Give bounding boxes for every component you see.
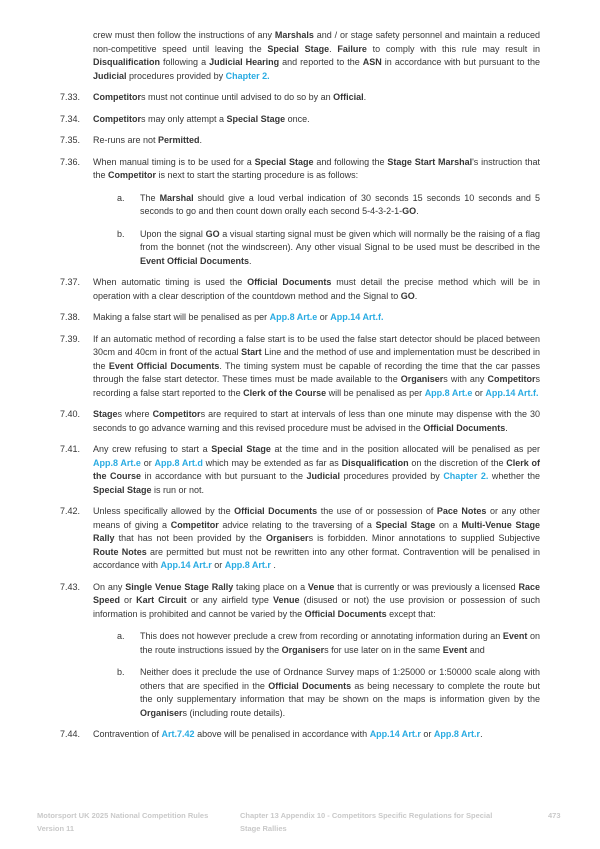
text-run: at the time and in the position allocated will be penalised as per xyxy=(270,444,540,454)
rule-text xyxy=(93,113,540,127)
cross-reference-link[interactable]: App.14 Art.f. xyxy=(485,387,539,398)
text-run: or any airfield type xyxy=(186,595,273,605)
sub-item xyxy=(117,192,540,219)
footer-page-number: 473 xyxy=(548,811,561,820)
bold-term: Special Stage xyxy=(211,444,271,454)
rule-number: 7.43. xyxy=(60,581,81,592)
sub-item xyxy=(117,630,540,657)
text-run: once. xyxy=(285,113,310,124)
text-run: and reported to the xyxy=(279,57,363,67)
bold-term: Kart Circuit xyxy=(136,595,187,605)
text-run: or xyxy=(211,560,225,570)
rule-item xyxy=(60,311,540,325)
text-run: taking place on a xyxy=(233,581,308,592)
rule-item xyxy=(60,29,540,83)
bold-term: Disqualification xyxy=(341,457,409,468)
text-run: on a xyxy=(435,519,462,530)
rule-text xyxy=(93,29,540,83)
sub-item-letter: a. xyxy=(117,192,125,203)
rule-item xyxy=(60,581,540,622)
text-run: The xyxy=(140,192,160,203)
rule-item xyxy=(60,505,540,573)
footer-chapter-line1: Chapter 13 Appendix 10 - Competitors Specific Regulations for Special xyxy=(240,811,493,820)
cross-reference-link[interactable]: App.8 Art.e xyxy=(93,457,141,468)
bold-term: Failure xyxy=(337,43,367,54)
cross-reference-link[interactable]: App.8 Art.e xyxy=(269,312,318,322)
text-run: or xyxy=(420,729,434,739)
text-run: s may only attempt a xyxy=(141,113,227,124)
cross-reference-link[interactable]: App.14 Art.f. xyxy=(330,312,384,322)
bold-term: Competitor xyxy=(487,374,536,384)
text-run: that is currently or was previously a licensed xyxy=(334,581,519,592)
bold-term: Stage xyxy=(93,409,118,419)
bold-term: Competitor xyxy=(93,113,141,124)
cross-reference-link[interactable]: App.8 Art.e xyxy=(424,387,473,398)
rule-text xyxy=(140,630,540,657)
text-run: that has not been provided by the xyxy=(114,533,267,543)
text-run: or xyxy=(472,387,486,398)
rule-text xyxy=(93,581,540,622)
bold-term: Event xyxy=(442,644,468,655)
bold-term: Special Stage xyxy=(226,113,286,124)
text-run: . xyxy=(199,135,203,145)
rule-text xyxy=(93,505,540,573)
rule-text xyxy=(93,91,540,105)
bold-term: Judicial Hearing xyxy=(209,57,280,67)
text-run: s must not continue until advised to do so by an xyxy=(141,92,334,102)
rule-text xyxy=(140,666,540,720)
text-run: s (including route details). xyxy=(182,707,286,718)
bold-term: Organiser xyxy=(266,533,309,543)
rule-number: 7.37. xyxy=(60,277,81,287)
cross-reference-link[interactable]: App.8 Art.r xyxy=(224,560,271,570)
text-run: . xyxy=(329,43,338,54)
text-run: the use of or possession of xyxy=(317,506,437,516)
text-run: crew must then follow the instructions of any xyxy=(93,30,275,40)
text-run: When manual timing is to be used for a xyxy=(93,156,255,167)
rule-item xyxy=(60,156,540,183)
footer-chapter-line2: Stage Rallies xyxy=(240,824,287,833)
text-run: . The timing system must be capable of recording the time that the car passes through the false start detector. These times must be made available to the xyxy=(93,360,540,384)
text-run: 's instruction that the xyxy=(93,156,540,180)
text-run: a visual starting signal must be given which will normally be the raising of a flag from the bonnet (not the windscreen). Any other visual Signal to be used must be described in the xyxy=(140,228,540,252)
bold-term: Official Documents xyxy=(304,608,387,619)
sub-item-letter: a. xyxy=(117,631,125,641)
cross-reference-link[interactable]: Chapter 2. xyxy=(225,70,270,81)
rule-item xyxy=(60,113,540,127)
text-run: and xyxy=(467,644,485,655)
text-run: above will be penalised in accordance with xyxy=(194,729,370,739)
sub-item xyxy=(117,666,540,720)
text-run: on the discretion of the xyxy=(408,457,507,468)
text-run: which may be extended as far as xyxy=(202,457,342,468)
rule-text xyxy=(93,443,540,497)
footer-version-line: Version 11 xyxy=(37,824,75,833)
bold-term: Competitor xyxy=(93,92,141,102)
rule-number: 7.41. xyxy=(60,444,81,454)
bold-term: Marshals xyxy=(274,30,314,40)
cross-reference-link[interactable]: App.8 Art.r xyxy=(433,729,481,739)
text-run: to comply with this rule may result in xyxy=(366,43,540,54)
cross-reference-link[interactable]: App.14 Art.r xyxy=(369,729,421,739)
rule-number: 7.34. xyxy=(60,113,81,124)
text-run: (disused or not) the use provision or possession of such information is prohibited and cannot be varied by the xyxy=(93,595,540,619)
rule-number: 7.35. xyxy=(60,135,81,145)
text-run: s with any xyxy=(443,374,488,384)
text-run: Contravention of xyxy=(93,729,162,739)
text-run: This does not however preclude a crew from recording or annotating information during an xyxy=(140,631,503,641)
text-run: . xyxy=(363,92,367,102)
text-run: advice relating to the traversing of a xyxy=(218,519,376,530)
bold-term: GO xyxy=(205,228,220,239)
rule-number: 7.38. xyxy=(60,312,81,322)
rule-item xyxy=(60,134,540,148)
text-run: is run or not. xyxy=(151,484,205,495)
text-run: or any other means of giving a xyxy=(93,506,540,530)
bold-term: Route Notes xyxy=(93,546,147,557)
bold-term: Single Venue Stage Rally xyxy=(125,581,234,592)
text-run: following a xyxy=(160,57,210,67)
text-run: . xyxy=(505,422,508,433)
text-run: and / or stage safety personnel and maintain a reduced non-competitive speed until leaving the xyxy=(93,30,540,54)
bold-term: ASN xyxy=(362,57,382,67)
cross-reference-link[interactable]: Art.7.42 xyxy=(161,729,195,739)
text-run: are permitted but must not be rewritten into any other format. Contravention will be penalised in accordance with xyxy=(93,546,540,570)
rule-text xyxy=(93,276,540,303)
text-run: Neither does it preclude the use of Ordnance Survey maps of 1:25000 or 1:50000 scale along with others that are specified in the xyxy=(140,667,540,691)
text-run: Unless specifically allowed by the xyxy=(93,506,235,516)
bold-term: Judicial xyxy=(93,70,127,81)
text-run: will be penalised as per xyxy=(326,387,425,398)
text-run: When automatic timing is used the xyxy=(93,277,248,287)
footer-title-line: Motorsport UK 2025 National Competition Rules xyxy=(37,811,209,820)
bold-term: Organiser xyxy=(281,644,325,655)
rule-text xyxy=(93,408,540,435)
bold-term: Marshal xyxy=(159,192,194,203)
text-run: or xyxy=(317,312,331,322)
bold-term: Clerk of the Course xyxy=(93,457,541,481)
rule-number xyxy=(60,29,93,83)
text-run: is next to start the starting procedure is as follows: xyxy=(156,170,359,180)
text-run: . xyxy=(414,290,418,301)
bold-term: GO xyxy=(402,206,417,216)
bold-term: Competitor xyxy=(170,519,219,530)
bold-term: Organiser xyxy=(400,374,444,384)
text-run: and following the xyxy=(313,156,388,167)
rule-item xyxy=(60,408,540,435)
bold-term: Start xyxy=(241,347,262,357)
rule-text xyxy=(140,192,540,219)
bold-term: Pace Notes xyxy=(436,506,487,516)
text-run: on the route instructions issued by the xyxy=(140,631,541,655)
bold-term: Venue xyxy=(272,595,300,605)
text-run: Upon the signal xyxy=(140,228,206,239)
text-run: must detail the precise method which will be in operation with a clear description of the countdown method and the Signal to xyxy=(93,277,540,301)
rule-item xyxy=(60,728,540,742)
text-run: . xyxy=(480,729,483,739)
rule-item xyxy=(60,443,540,497)
bold-term: Official Documents xyxy=(268,680,352,691)
text-run: If an automatic method of recording a false start is to be used the false start detector should be placed between 30cm and 40cm in front of the actual xyxy=(93,333,540,357)
text-run: s for use later on in the same xyxy=(324,644,443,655)
bold-term: Special Stage xyxy=(254,156,314,167)
footer-document-title xyxy=(37,809,247,835)
text-run: s is forbidden. Minor annotations to supplied Subjective xyxy=(308,533,540,543)
rule-item xyxy=(60,333,540,401)
text-run: . xyxy=(249,255,252,266)
text-run: except that: xyxy=(386,608,436,619)
rule-text xyxy=(93,156,540,183)
rule-number: 7.36. xyxy=(60,156,81,167)
text-run: s recording a false start reported to the xyxy=(93,374,540,398)
cross-reference-link[interactable]: App.8 Art.d xyxy=(154,457,203,468)
text-run: procedures provided by xyxy=(126,70,226,81)
footer-chapter-title xyxy=(240,809,525,835)
text-run: Line and the method of use and implementation must be described in the xyxy=(93,347,540,371)
bold-term: Special Stage xyxy=(375,519,436,530)
rule-text xyxy=(93,311,540,325)
text-run: in accordance with but pursuant to the xyxy=(141,471,307,481)
text-run: Any crew refusing to start a xyxy=(93,444,212,454)
bold-term: Event xyxy=(502,631,528,641)
sub-item xyxy=(117,228,540,269)
bold-term: Competitor xyxy=(108,170,157,180)
bold-term: Race Speed xyxy=(93,581,540,605)
sub-item-letter: b. xyxy=(117,228,125,239)
text-run: whether the xyxy=(488,471,540,481)
cross-reference-link[interactable]: Chapter 2. xyxy=(443,471,489,481)
bold-term: Official Documents xyxy=(247,277,332,287)
bold-term: Organiser xyxy=(140,707,183,718)
text-run: . xyxy=(270,560,276,570)
text-run: Re-runs are not xyxy=(93,135,159,145)
rule-number: 7.33. xyxy=(60,92,81,102)
sub-item-letter: b. xyxy=(117,667,125,677)
text-run: Making a false start will be penalised as per xyxy=(93,312,270,322)
text-run: should give a loud verbal indication of 30 seconds 15 seconds 10 seconds and 5 seconds to go and then count down orally each second 5-4-3-2-1- xyxy=(140,192,540,216)
rule-number: 7.42. xyxy=(60,506,81,516)
bold-term: Permitted xyxy=(158,135,200,145)
rule-text xyxy=(93,134,540,148)
rule-number: 7.44. xyxy=(60,729,81,739)
bold-term: Official Documents xyxy=(234,506,318,516)
text-run: in accordance with but pursuant to the xyxy=(381,57,540,67)
cross-reference-link[interactable]: App.14 Art.r xyxy=(160,560,212,570)
rule-text xyxy=(93,333,540,401)
text-run: s are required to start at intervals of less than one minute may dispense with the 30 seconds to go advance warning and this revised procedure must be advised in the xyxy=(93,409,540,433)
bold-term: Official xyxy=(333,92,364,102)
bold-term: Competitor xyxy=(152,409,201,419)
text-run: s where xyxy=(117,409,153,419)
rules-list xyxy=(60,29,540,750)
bold-term: Venue xyxy=(307,581,335,592)
rule-text xyxy=(140,228,540,269)
bold-term: Event Official Documents xyxy=(140,255,250,266)
text-run: procedures provided by xyxy=(340,471,444,481)
text-run: . xyxy=(416,206,419,216)
rule-item xyxy=(60,276,540,303)
bold-term: Official Documents xyxy=(423,422,506,433)
rule-item xyxy=(60,91,540,105)
text-run: On any xyxy=(93,581,126,592)
bold-term: Clerk of the Course xyxy=(243,387,327,398)
bold-term: Event Official Documents xyxy=(108,360,220,371)
bold-term: Stage Start Marshal xyxy=(387,156,473,167)
bold-term: Judicial xyxy=(306,471,341,481)
rule-number: 7.39. xyxy=(60,333,81,344)
bold-term: GO xyxy=(400,290,415,301)
text-run: as being necessary to complete the route but the only supplementary information that may be shown on the maps is information given by the xyxy=(140,680,541,704)
text-run: or xyxy=(140,457,155,468)
bold-term: Disqualification xyxy=(93,57,161,67)
rule-text xyxy=(93,728,540,742)
bold-term: Special Stage xyxy=(93,484,152,495)
bold-term: Multi-Venue Stage Rally xyxy=(93,519,540,543)
bold-term: Special Stage xyxy=(267,43,330,54)
rule-number: 7.40. xyxy=(60,409,81,419)
text-run: or xyxy=(120,595,137,605)
